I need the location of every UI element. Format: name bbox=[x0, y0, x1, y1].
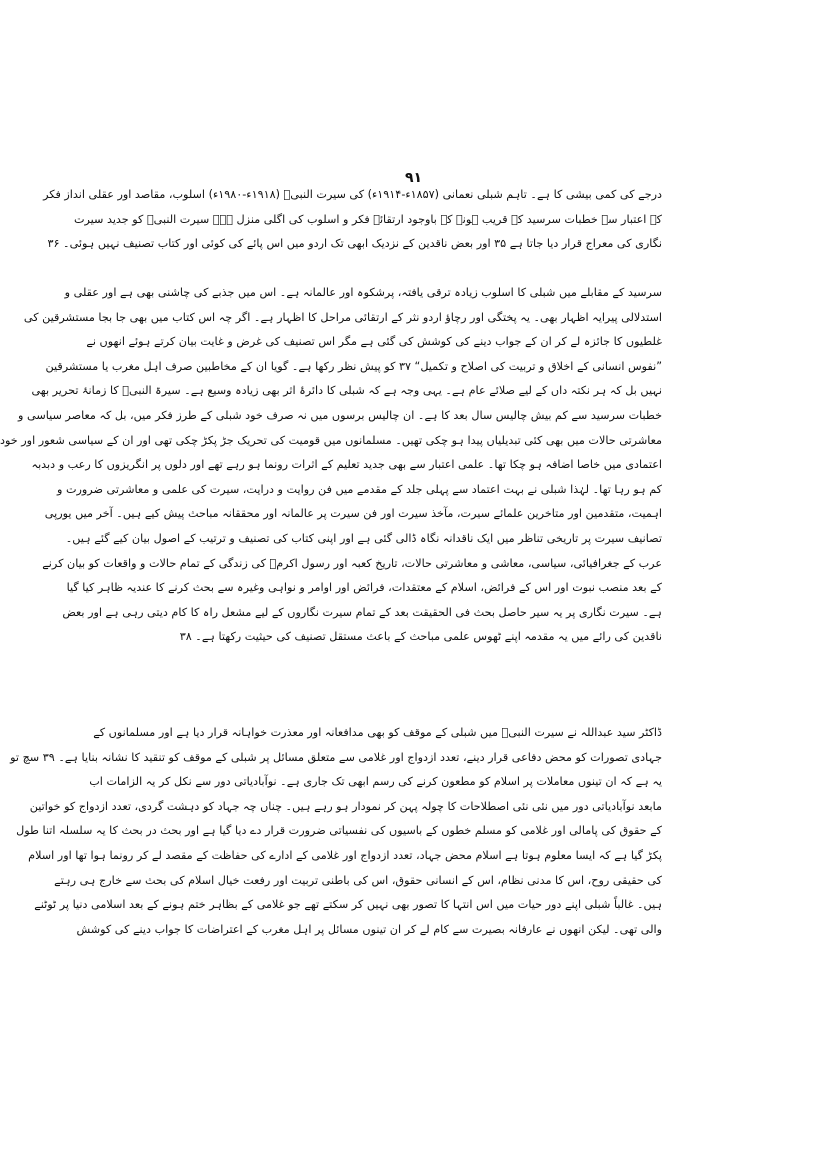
paragraph-3 bbox=[10, 721, 662, 942]
paragraph-line: کے اعتبار سے خطبات سرسید کے قریب ہونے کے باوجود ارتقائے فکر و اسلوب کی اگلی منزل ہے۔ سیرت النبیؐ کو جدید سیرت bbox=[73, 212, 662, 226]
paragraph-line: تصانیف سیرت پر تاریخی تناظر میں ایک ناقدانہ نگاہ ڈالی گئی ہے اور اپنی کتاب کی تصنیف و ترتیب کے اصول بیان کیے گئے ہیں۔ bbox=[65, 531, 662, 545]
paragraph-line: عرب کے جغرافیائی، سیاسی، معاشی و معاشرتی حالات، تاریخ کعبہ اور رسول اکرمؐ کی زندگی کے تمام حالات و واقعات کو بیان کرنے bbox=[42, 556, 662, 570]
page-number: ۹۱ bbox=[404, 170, 423, 186]
paragraph-line: ہیں۔ غالباً شبلی اپنے دور حیات میں اس انتہا کا تصور بھی نہیں کر سکتے تھے جو غلامی کے بظاہر ختم ہونے کے بعد اسلامی دنیا پر ٹوٹنے bbox=[34, 898, 662, 912]
paragraph-line: ہے۔ سیرت نگاری پر یہ سیر حاصل بحث فی الحقیقت بعد کے تمام سیرت نگاروں کے لیے مشعل راہ کا کام دیتی رہی ہے اور بعض bbox=[62, 605, 662, 619]
paragraph-1 bbox=[43, 183, 662, 257]
paragraph-line: والی تھی۔ لیکن انھوں نے عارفانہ بصیرت سے کام لے کر ان تینوں مسائل پر اہل مغرب کے اعتراضات کا جواب دینے کی کوشش bbox=[76, 922, 662, 936]
paragraph-line: کے بعد منصب نبوت اور اس کے فرائض، اسلام کے معتقدات، فرائض اور اوامر و نواہی وغیرہ سے بحث کرنے کا عندیہ ظاہر کیا گیا bbox=[66, 581, 662, 595]
paragraph-line: پکڑ گیا ہے کہ ایسا معلوم ہوتا ہے اسلام محض جہاد، تعدد ازدواج اور غلامی کے ادارے کی حفاظت کے مقصد لے کر رونما ہوا تھا اور اسلام bbox=[28, 848, 662, 862]
paragraph-line: خطبات سرسید سے کم بیش چالیس سال بعد کا ہے۔ ان چالیس برسوں میں نہ صرف خود شبلی کے طرز فکر میں، بل کہ معاصر سیاسی و bbox=[18, 408, 662, 422]
paragraph-2 bbox=[0, 281, 662, 650]
paragraph-line: غلطیوں کا جائزہ لے کر ان کے جواب دینے کی کوشش کی گئی ہے مگر اس تصنیف کی غرض و غایت بیان کرتے ہوئے انھوں نے bbox=[86, 335, 662, 349]
paragraph-line: اہمیت، متقدمین اور متاخرین علمائے سیرت، مآخذ سیرت اور فن سیرت پر عالمانہ اور محققانہ مباحث پیش کیے ہیں۔ آخر میں یورپی bbox=[44, 507, 662, 521]
paragraph-line: نہیں بل کہ ہر نکتہ داں کے لیے صلائے عام ہے۔ یہی وجہ ہے کہ شبلی کا دائرۂ اثر بھی زیادہ وسیع ہے۔ سیرۃ النبیؐ کا زمانۂ تحریر بھی bbox=[31, 384, 662, 398]
paragraph-line: سرسید کے مقابلے میں شبلی کا اسلوب زیادہ ترقی یافتہ، پرشکوہ اور عالمانہ ہے۔ اس میں جذبے کی چاشنی بھی ہے اور عقلی و bbox=[64, 286, 662, 299]
paragraph-line: استدلالی پیرایہ اظہار بھی۔ یہ پختگی اور رچاؤ اردو نثر کے ارتقائی مراحل کا اظہار ہے۔ اگر چہ اس کتاب میں بھی جا بجا مستشرقین کی bbox=[23, 310, 662, 324]
paragraph-line: ”نفوس انسانی کے اخلاق و تربیت کی اصلاح و تکمیل“ ۳۷ کو پیش نظر رکھا ہے۔ گویا ان کے مخاطبین صرف اہل مغرب یا مستشرقین bbox=[45, 359, 662, 373]
paragraph-line: کی حقیقی روح، اس کا مدنی نظام، اس کے انسانی حقوق، اس کی باطنی تربیت اور رفعت خیال اسلام کی بحث سے خارج ہی رہتے bbox=[54, 873, 662, 887]
paragraph-line: درجے کی کمی بیشی کا ہے۔ تاہم شبلی نعمانی (۱۸۵۷ء-۱۹۱۴ء) کی سیرت النبیؐ (۱۹۱۸ء-۱۹۸۰ء) اسلوب، مقاصد اور عقلی انداز فکر bbox=[43, 188, 662, 201]
paragraph-line: جہادی تصورات کو محض دفاعی قرار دینے، تعدد ازدواج اور غلامی سے متعلق مسائل پر شبلی کے موقف کو تنقید کا نشانہ بنایا ہے۔ ۳۹ سچ تو bbox=[10, 750, 662, 764]
paragraph-line: یہ ہے کہ ان تینوں معاملات پر اسلام کو مطعون کرنے کی رسم ابھی تک جاری ہے۔ نوآبادیاتی دور سے نکل کر یہ الزامات اب bbox=[89, 775, 662, 789]
paragraph-line: معاشرتی حالات میں بھی کئی تبدیلیاں پیدا ہو چکی تھیں۔ مسلمانوں میں قومیت کی تحریک جڑ پکڑ چکی تھی اور ان کے سیاسی شعور اور خود bbox=[0, 433, 662, 447]
paragraph-line: اعتمادی میں خاصا اضافہ ہو چکا تھا۔ علمی اعتبار سے بھی جدید تعلیم کے اثرات رونما ہو رہے تھے اور دلوں پر انگریزوں کا رعب و دبدبہ bbox=[31, 458, 662, 472]
paragraph-line: کے حقوق کی پامالی اور غلامی کو مسلم خطوں کے باسیوں کی نفسیاتی ضرورت قرار دے دیا گیا ہے اور بحث در بحث کا یہ سلسلہ اتنا طول bbox=[16, 824, 662, 838]
paragraph-line: نگاری کی معراج قرار دیا جاتا ہے ۳۵ اور بعض ناقدین کے نزدیک ابھی تک اردو میں اس پائے کی کوئی اور کتاب تصنیف نہیں ہوئی۔ ۳۶ bbox=[47, 237, 662, 251]
paragraph-line: کم ہو رہا تھا۔ لہٰذا شبلی نے بہت اعتماد سے پہلی جلد کے مقدمے میں فن روایت و درایت، سیرت کی علمی و معاشرتی ضرورت و bbox=[57, 482, 662, 496]
paragraph-line: مابعد نوآبادیاتی دور میں نئی نئی اصطلاحات کا چولہ پہن کر نمودار ہو رہے ہیں۔ چناں چہ جہاد کو دہشت گردی، تعدد ازدواج کو خواتین bbox=[29, 799, 662, 813]
paragraph-line: ناقدین کی رائے میں یہ مقدمہ اپنے ٹھوس علمی مباحث کے باعث مستقل تصنیف کی حیثیت رکھتا ہے۔ ۳۸ bbox=[179, 630, 662, 644]
paragraph-line: ڈاکٹر سید عبداللہ نے سیرت النبیؐ میں شبلی کے موقف کو بھی مدافعانہ اور معذرت خواہانہ قرار دیا ہے اور مسلمانوں کے bbox=[93, 726, 662, 739]
